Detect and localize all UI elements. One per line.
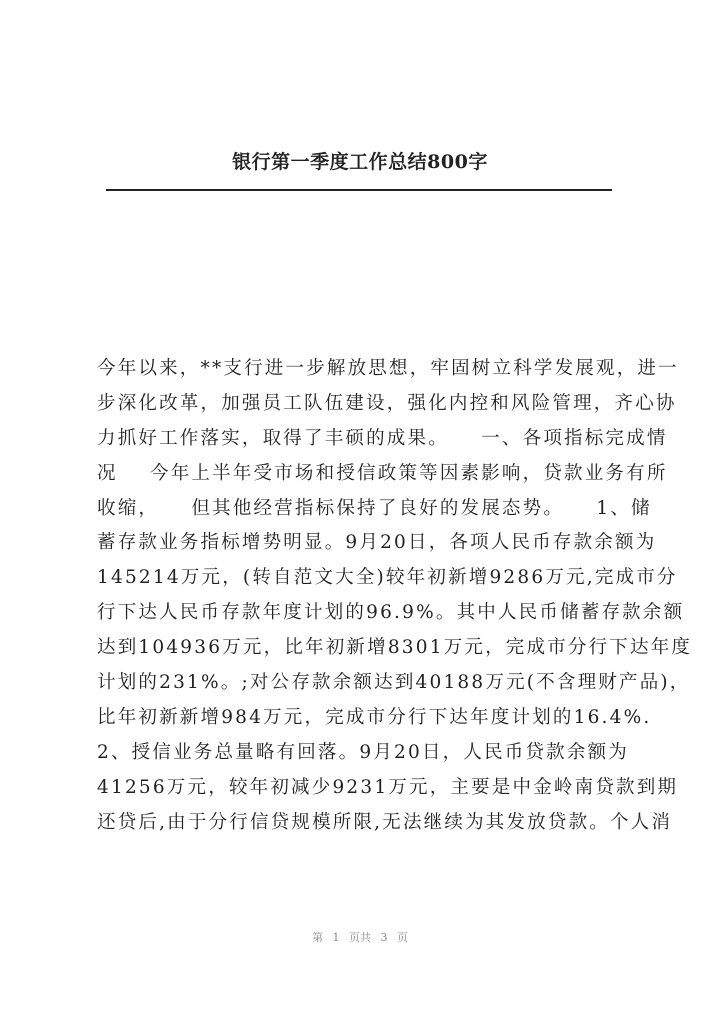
body-line: 比年初新新增984万元，完成市分行下达年度计划的16.4%. — [97, 706, 652, 728]
body-line: 蓄存款业务指标增势明显。9月20日，各项人民币存款余额为 — [97, 532, 657, 554]
body-line: 计划的231%。;对公存款余额达到40188万元(不含理财产品)， — [97, 672, 691, 694]
document-title: 银行第一季度工作总结800字 — [232, 151, 488, 173]
body-line: 力抓好工作落实，取得了丰硕的成果。 一、各项指标完成情 — [97, 427, 668, 449]
body-line: 还贷后,由于分行信贷规模所限,无法继续为其发放贷款。个人消 — [97, 811, 673, 833]
body-line: 达到104936万元，比年初新增8301万元，完成市分行下达年度 — [97, 637, 693, 659]
body-line: 收缩， 但其他经营指标保持了良好的发展态势。 1、储 — [97, 497, 652, 519]
body-line: 今年以来，**支行进一步解放思想，牢固树立科学发展观，进一 — [97, 358, 679, 379]
body-line: 41256万元，较年初减少9231万元，主要是中金岭南贷款到期 — [97, 776, 679, 798]
title-divider — [106, 189, 612, 191]
page-number-footer: 第 1 页共 3 页 — [312, 931, 408, 944]
body-line: 况 今年上半年受市场和授信政策等因素影响，贷款业务有所 — [97, 462, 668, 484]
body-line: 145214万元，(转自范文大全)较年初新增9286万元,完成市分 — [97, 567, 678, 589]
document-body — [97, 352, 693, 840]
body-line: 行下达人民币存款年度计划的96.9%。其中人民币储蓄存款余额 — [97, 602, 685, 624]
body-line: 步深化改革，加强员工队伍建设，强化内控和风险管理，齐心协 — [97, 392, 677, 414]
body-line: 2、授信业务总量略有回落。9月20日，人民币贷款余额为 — [97, 741, 629, 763]
